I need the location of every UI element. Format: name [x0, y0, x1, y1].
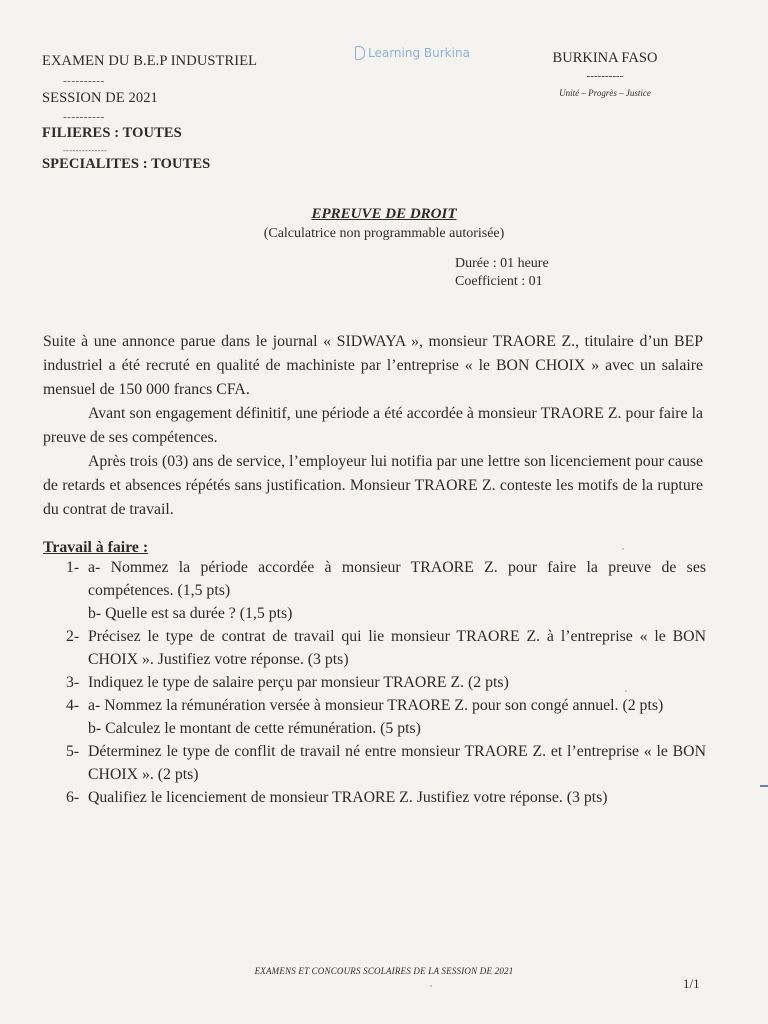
exam-name: EXAMEN DU B.E.P INDUSTRIEL — [42, 53, 258, 69]
filieres: FILIERES : TOUTES — [42, 125, 182, 141]
paragraph: Suite à une annonce parue dans le journal « SIDWAYA », monsieur TRAORE Z., titulaire d’un BEP industriel a été recruté en qualité de machiniste par l’entreprise « le BON CHOIX » avec un salaire mensuel de 150 000 francs CFA. — [43, 333, 703, 398]
question-number: 6- — [66, 789, 80, 806]
question-item — [66, 786, 706, 809]
coefficient: Coefficient : 01 — [455, 274, 543, 289]
exam-title: EPREUVE DE DROIT — [311, 206, 457, 222]
question-number: 1- — [66, 559, 80, 576]
separator: ---------- — [63, 111, 105, 123]
question-number: 4- — [66, 697, 80, 714]
page-number: 1/1 — [683, 976, 700, 991]
question-text: a- Nommez la période accordée à monsieur TRAORE Z. pour faire la preuve de ses compétences. (1,5 pts) — [88, 559, 706, 599]
scan-speck — [430, 985, 432, 987]
footer: EXAMENS ET CONCOURS SCOLAIRES DE LA SESSION DE 2021 — [254, 966, 514, 976]
watermark — [355, 46, 470, 60]
watermark-text: Learning Burkina — [368, 46, 470, 60]
question-text: Qualifiez le licenciement de monsieur TRAORE Z. Justifiez votre réponse. (3 pts) — [88, 789, 608, 806]
question-text: Indiquez le type de salaire perçu par monsieur TRAORE Z. (2 pts) — [88, 674, 509, 691]
question-list — [66, 556, 706, 809]
paragraph: Après trois (03) ans de service, l’employeur lui notifia par une lettre son licenciement pour cause de retards et absences répétés sans justification. Monsieur TRAORE Z. conteste les motifs de la rupture du contrat de travail. — [43, 453, 703, 518]
question-text: a- Nommez la rémunération versée à monsieur TRAORE Z. pour son congé annuel. (2 pts) — [88, 697, 664, 714]
task-title: Travail à faire : — [43, 539, 149, 556]
scan-speck — [622, 548, 624, 550]
paragraph: Avant son engagement définitif, une période a été accordée à monsieur TRAORE Z. pour faire la preuve de ses compétences. — [43, 405, 703, 446]
case-statement — [43, 330, 703, 522]
question-number: 2- — [66, 628, 80, 645]
question-item — [66, 740, 706, 786]
question-number: 3- — [66, 674, 80, 691]
separator: -------------- — [63, 146, 108, 155]
learning-logo-icon — [355, 46, 365, 60]
question-item — [66, 625, 706, 671]
country: BURKINA FASO — [552, 50, 658, 66]
scan-edge-mark — [760, 785, 768, 787]
separator: ---------- — [63, 75, 105, 87]
separator: ---------- — [586, 70, 624, 82]
exam-subtitle: (Calculatrice non programmable autorisée) — [263, 226, 505, 241]
question-subpart: b- Quelle est sa durée ? (1,5 pts) — [88, 605, 293, 622]
question-item — [66, 671, 706, 694]
question-text: Précisez le type de contrat de travail qui lie monsieur TRAORE Z. à l’entreprise « le BON CHOIX ». Justifiez votre réponse. (3 pts) — [88, 628, 706, 668]
question-subpart: b- Calculez le montant de cette rémunération. (5 pts) — [88, 720, 421, 737]
question-text: Déterminez le type de conflit de travail né entre monsieur TRAORE Z. et l’entreprise « le BON CHOIX ». (2 pts) — [88, 743, 706, 783]
question-number: 5- — [66, 743, 80, 760]
specialites: SPECIALITES : TOUTES — [42, 156, 211, 172]
session: SESSION DE 2021 — [42, 90, 158, 106]
question-item — [66, 694, 706, 717]
scan-speck — [625, 690, 627, 692]
duration: Durée : 01 heure — [455, 256, 549, 271]
motto: Unité – Progrès – Justice — [559, 88, 651, 98]
question-item — [66, 556, 706, 602]
